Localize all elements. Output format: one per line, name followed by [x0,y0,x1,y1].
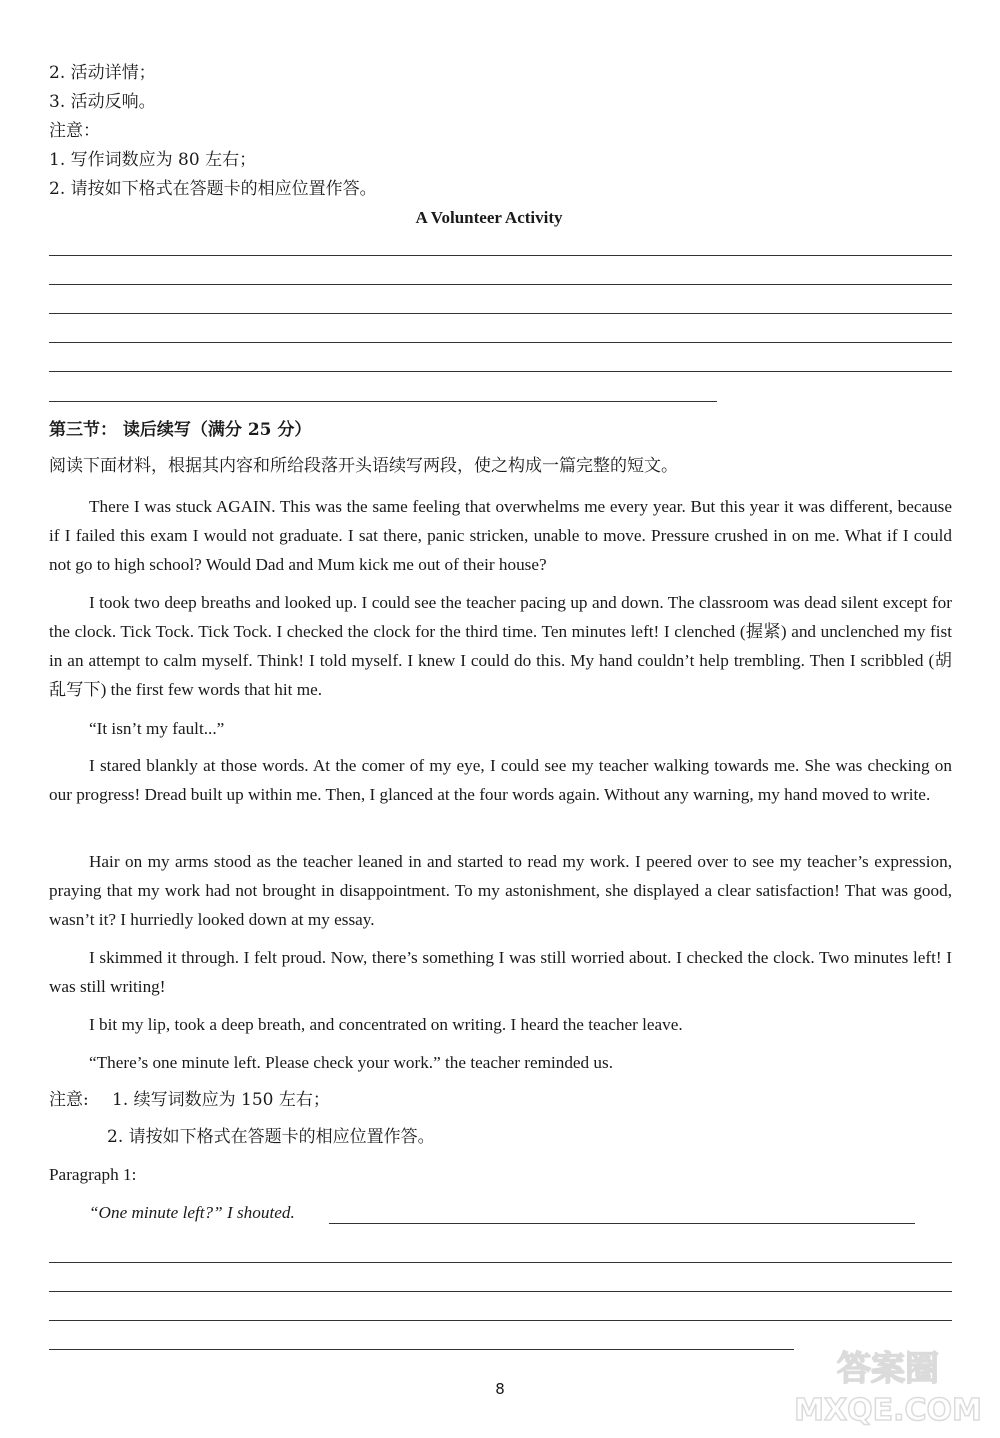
svg-text:答案圈: 答案圈 [837,1349,939,1389]
answer-line [49,1349,794,1350]
note-item: 1. 续写词数应为 150 左右； [112,1090,330,1110]
essay-title: A Volunteer Activity [415,208,563,227]
page-number: 8 [495,1380,505,1398]
svg-text:MXQE.COM: MXQE.COM [794,1393,982,1428]
passage-paragraph: Hair on my arms stood as the teacher leaned in and started to read my work. I peered over to see my teacher’s expression, praying that my work had not brought in disappointment. To my astonishment, she displayed a clear satisfaction! That was good, wasn’t it? I hurriedly looked down at my essay. [49,852,952,929]
note-label: 注意： [49,121,100,141]
passage-paragraph: I skimmed it through. I felt proud. Now, there’s something I was still worried about. I checked the clock. Two minutes left! I was still writing! [49,948,952,996]
paragraph-label: Paragraph 1: [49,1165,137,1184]
passage-paragraph: There I was stuck AGAIN. This was the same feeling that overwhelms me every year. But this year it was different, because if I failed this exam I would not graduate. I sat there, panic stricken, unable to move. Pressure crushed in on me. What if I could not go to high school? Would Dad and Mum kick me out of their house? [49,497,952,574]
note-item: 2. 请按如下格式在答题卡的相应位置作答。 [107,1127,435,1147]
note-item: 1. 写作词数应为 80 左右； [49,150,257,170]
answer-line [49,401,717,402]
note-item: 2. 请按如下格式在答题卡的相应位置作答。 [49,179,377,199]
answer-line [49,1291,952,1292]
section-heading: 第三节： 读后续写（满分 25 分） [49,420,312,440]
passage-paragraph: I bit my lip, took a deep breath, and concentrated on writing. I heard the teacher leave. [89,1015,683,1034]
passage-paragraph: I took two deep breaths and looked up. I could see the teacher pacing up and down. The classroom was dead silent except for the clock. Tick Tock. Tick Tock. I checked the clock for the third time. Ten minutes left! I clenched (握紧) and unclenched my fist in an attempt to calm myself. Think! I told myself. I knew I could do this. My hand couldn’t help trembling. Then I scribbled (胡乱写下) the first few words that hit me. [49,593,952,699]
answer-line [49,1320,952,1321]
answer-line [49,313,952,314]
note-label: 注意: [49,1090,89,1110]
answer-line [49,284,952,285]
header-item: 3. 活动反响。 [49,92,156,112]
answer-line [49,255,952,256]
paragraph-starter: “One minute left?” I shouted. [89,1203,295,1222]
header-item: 2. 活动详情； [49,63,156,83]
passage-paragraph: “There’s one minute left. Please check your work.” the teacher reminded us. [89,1053,614,1072]
answer-line [329,1223,915,1224]
section-instruction: 阅读下面材料，根据其内容和所给段落开头语续写两段，使之构成一篇完整的短文。 [49,456,678,476]
passage-paragraph: “It isn’t my fault...” [89,719,225,738]
answer-line [49,371,952,372]
answer-line [49,342,952,343]
passage-paragraph: I stared blankly at those words. At the comer of my eye, I could see my teacher walking towards me. She was checking on our progress! Dread built up within me. Then, I glanced at the four words again. Without any warning, my hand moved to write. [49,756,952,804]
answer-line [49,1262,952,1263]
watermark-logo [788,1340,988,1430]
